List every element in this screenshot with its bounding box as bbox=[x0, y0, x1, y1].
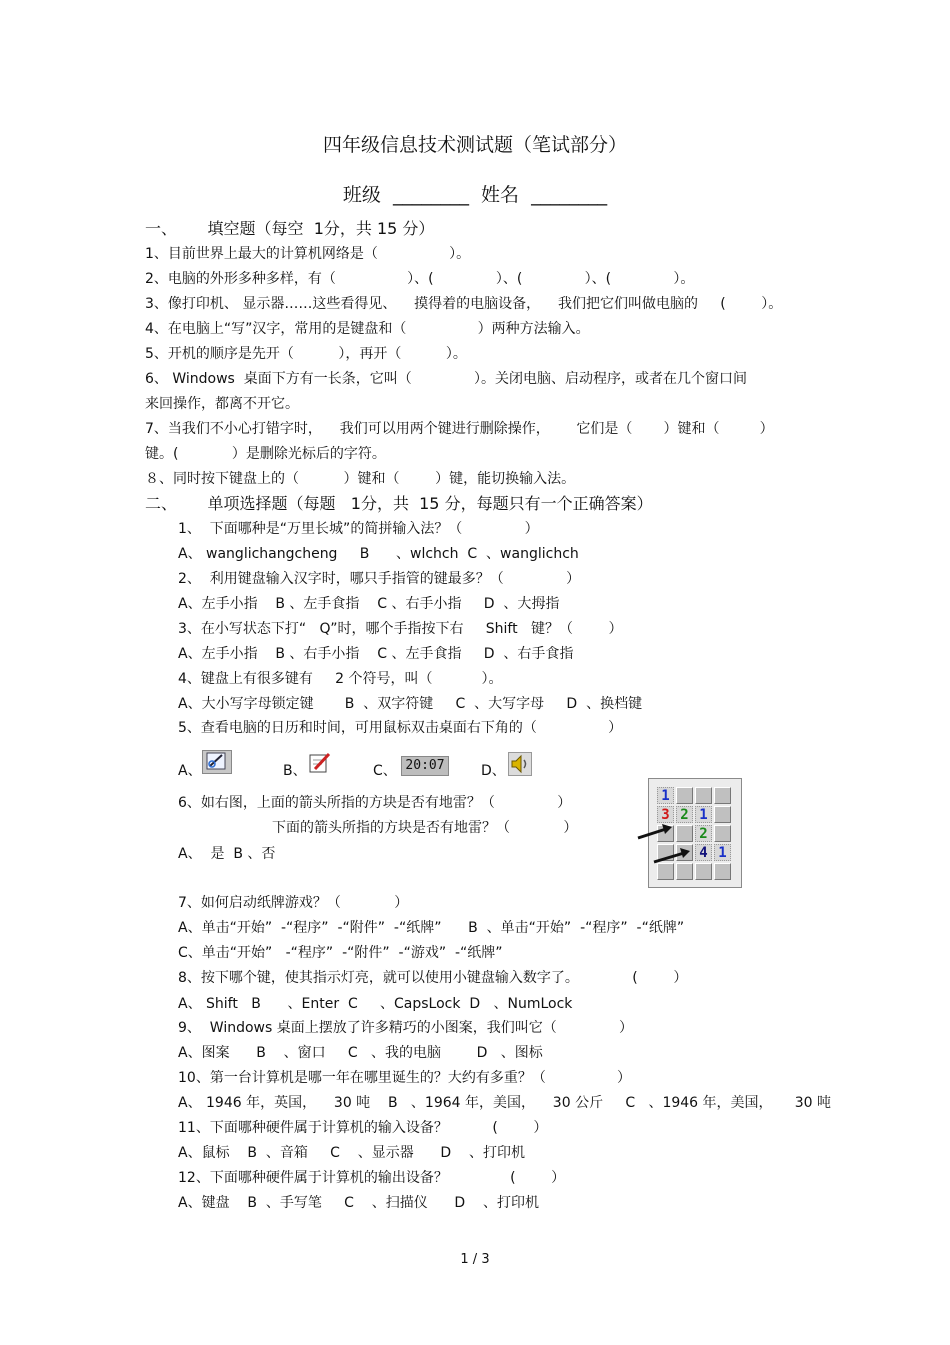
section2-heading: 二、 单项选择题（每题 1分，共 15 分，每题只有一个正确答案） bbox=[145, 494, 653, 513]
fill-q6-cont: 来回操作，都离不开它。 bbox=[145, 396, 299, 412]
fill-q1: 1、目前世界上最大的计算机网络是（ ）。 bbox=[145, 246, 471, 262]
mine-number-cell: 2 bbox=[676, 806, 693, 823]
fill-q8: ８、同时按下键盘上的（ ）键和（ ）键，能切换输入法。 bbox=[145, 471, 576, 487]
mine-covered-cell bbox=[676, 787, 693, 804]
choice-q5: 5、查看电脑的日历和时间，可用鼠标双击桌面右下角的（ ） bbox=[178, 720, 623, 736]
choice-q7: 7、如何启动纸牌游戏？（ ） bbox=[178, 895, 409, 911]
mine-number-cell: 1 bbox=[714, 844, 731, 861]
fill-q3: 3、像打印机、 显示器……这些看得见、 摸得着的电脑设备， 我们把它们叫做电脑的 ( ）。 bbox=[145, 296, 783, 312]
choice-q2-options: A、左手小指 B 、左手食指 C 、右手小指 D 、大拇指 bbox=[178, 596, 560, 612]
choice-q10: 10、第一台计算机是哪一年在哪里诞生的？大约有多重？（ ） bbox=[178, 1070, 632, 1086]
choice-q4-options: A、大小写字母锁定键 B 、双字符键 C 、大写字母 D 、换档键 bbox=[178, 696, 643, 712]
choice-q11-options: A、鼠标 B 、音箱 C 、显示器 D 、打印机 bbox=[178, 1145, 525, 1161]
choice-q1-options: A、 wanglichangcheng B 、wlchch C 、wanglichch bbox=[178, 546, 579, 562]
choice-q7-options-c: C、单击“开始” -“程序” -“附件” -“游戏” -“纸牌” bbox=[178, 945, 503, 961]
choice-q9-options: A、图案 B 、窗口 C 、我的电脑 D 、图标 bbox=[178, 1045, 543, 1061]
fill-q7: 7、当我们不小心打错字时， 我们可以用两个键进行删除操作， 它们是（ ）键和（ ） bbox=[145, 421, 774, 437]
choice-q6-options: A、 是 B 、否 bbox=[178, 846, 276, 862]
page-number: 1 / 3 bbox=[460, 1252, 490, 1267]
speaker-volume-icon bbox=[508, 752, 532, 776]
mine-number-cell: 1 bbox=[657, 787, 674, 804]
choice-q3-options: A、左手小指 B 、右手小指 C 、左手食指 D 、右手食指 bbox=[178, 646, 574, 662]
mine-covered-cell bbox=[714, 825, 731, 842]
choice-q3: 3、在小写状态下打“ Q”时，哪个手指按下右 Shift 键？（ ） bbox=[178, 621, 623, 637]
q5-option-a-label: A、 bbox=[178, 763, 202, 779]
choice-q12: 12、下面哪种硬件属于计算机的输出设备？ ( ） bbox=[178, 1170, 566, 1186]
fill-q4: 4、在电脑上“写”汉字，常用的是键盘和（ ）两种方法输入。 bbox=[145, 321, 590, 337]
fill-q5: 5、开机的顺序是先开（ ），再开（ ）。 bbox=[145, 346, 467, 362]
choice-q6-part2: 下面的箭头所指的方块是否有地雷？（ ） bbox=[272, 820, 578, 836]
minesweeper-arrow-icon bbox=[636, 818, 696, 866]
choice-q2: 2、 利用键盘输入汉字时，哪只手指管的键最多？（ ） bbox=[178, 571, 581, 587]
mine-covered-cell bbox=[714, 787, 731, 804]
choice-q11: 11、下面哪种硬件属于计算机的输入设备？ ( ） bbox=[178, 1120, 548, 1136]
fill-q6: 6、 Windows 桌面下方有一长条，它叫（ ）。关闭电脑、启动程序，或者在几个窗口间 bbox=[145, 371, 748, 387]
choice-q7-options-ab: A、单击“开始” -“程序” -“附件” -“纸牌” B 、单击“开始” -“程序” -“纸牌” bbox=[178, 920, 685, 936]
mine-number-cell: 2 bbox=[695, 825, 712, 842]
mine-covered-cell bbox=[695, 787, 712, 804]
choice-q8: 8、按下哪个键，使其指示灯亮，就可以使用小键盘输入数字了。 ( ） bbox=[178, 970, 688, 986]
choice-q12-options: A、键盘 B 、手写笔 C 、扫描仪 D 、打印机 bbox=[178, 1195, 539, 1211]
fill-q7-cont: 键。( ）是删除光标后的字符。 bbox=[145, 446, 386, 462]
mine-covered-cell bbox=[695, 863, 712, 880]
class-name-line: 班级 ________ 姓名 ________ bbox=[342, 184, 608, 206]
q5-option-d-label: D、 bbox=[481, 763, 506, 779]
fill-q2: 2、电脑的外形多种多样，有（ ）、( ）、( ）、( ）。 bbox=[145, 271, 695, 287]
mine-number-cell: 3 bbox=[657, 806, 674, 823]
page-title: 四年级信息技术测试题（笔试部分） bbox=[322, 134, 627, 156]
section1-heading: 一、 填空题（每空 1分，共 15 分） bbox=[145, 219, 435, 238]
notepad-shortcut-icon bbox=[202, 750, 232, 774]
choice-q9: 9、 Windows 桌面上摆放了许多精巧的小图案，我们叫它（ ） bbox=[178, 1020, 634, 1036]
choice-q1: 1、 下面哪种是“万里长城”的简拼输入法？（ ） bbox=[178, 521, 539, 537]
mine-number-cell: 4 bbox=[695, 844, 712, 861]
choice-q8-options: A、 Shift B 、Enter C 、CapsLock D 、NumLock bbox=[178, 996, 573, 1012]
q5-option-c-label: C、 bbox=[373, 763, 397, 779]
choice-q10-options: A、 1946 年，英国， 30 吨 B 、1964 年，美国， 30 公斤 C 、1946 年，美国， 30 吨 bbox=[178, 1095, 832, 1111]
mine-number-cell: 1 bbox=[695, 806, 712, 823]
q5-option-b-label: B、 bbox=[283, 763, 307, 779]
choice-q4: 4、键盘上有很多键有 2 个符号，叫（ ）。 bbox=[178, 671, 503, 687]
mine-covered-cell bbox=[714, 806, 731, 823]
taskbar-clock-icon: 20:07 bbox=[401, 756, 449, 776]
mine-covered-cell bbox=[714, 863, 731, 880]
choice-q6: 6、如右图，上面的箭头所指的方块是否有地雷？（ ） bbox=[178, 795, 572, 811]
edit-pen-icon bbox=[309, 752, 331, 774]
